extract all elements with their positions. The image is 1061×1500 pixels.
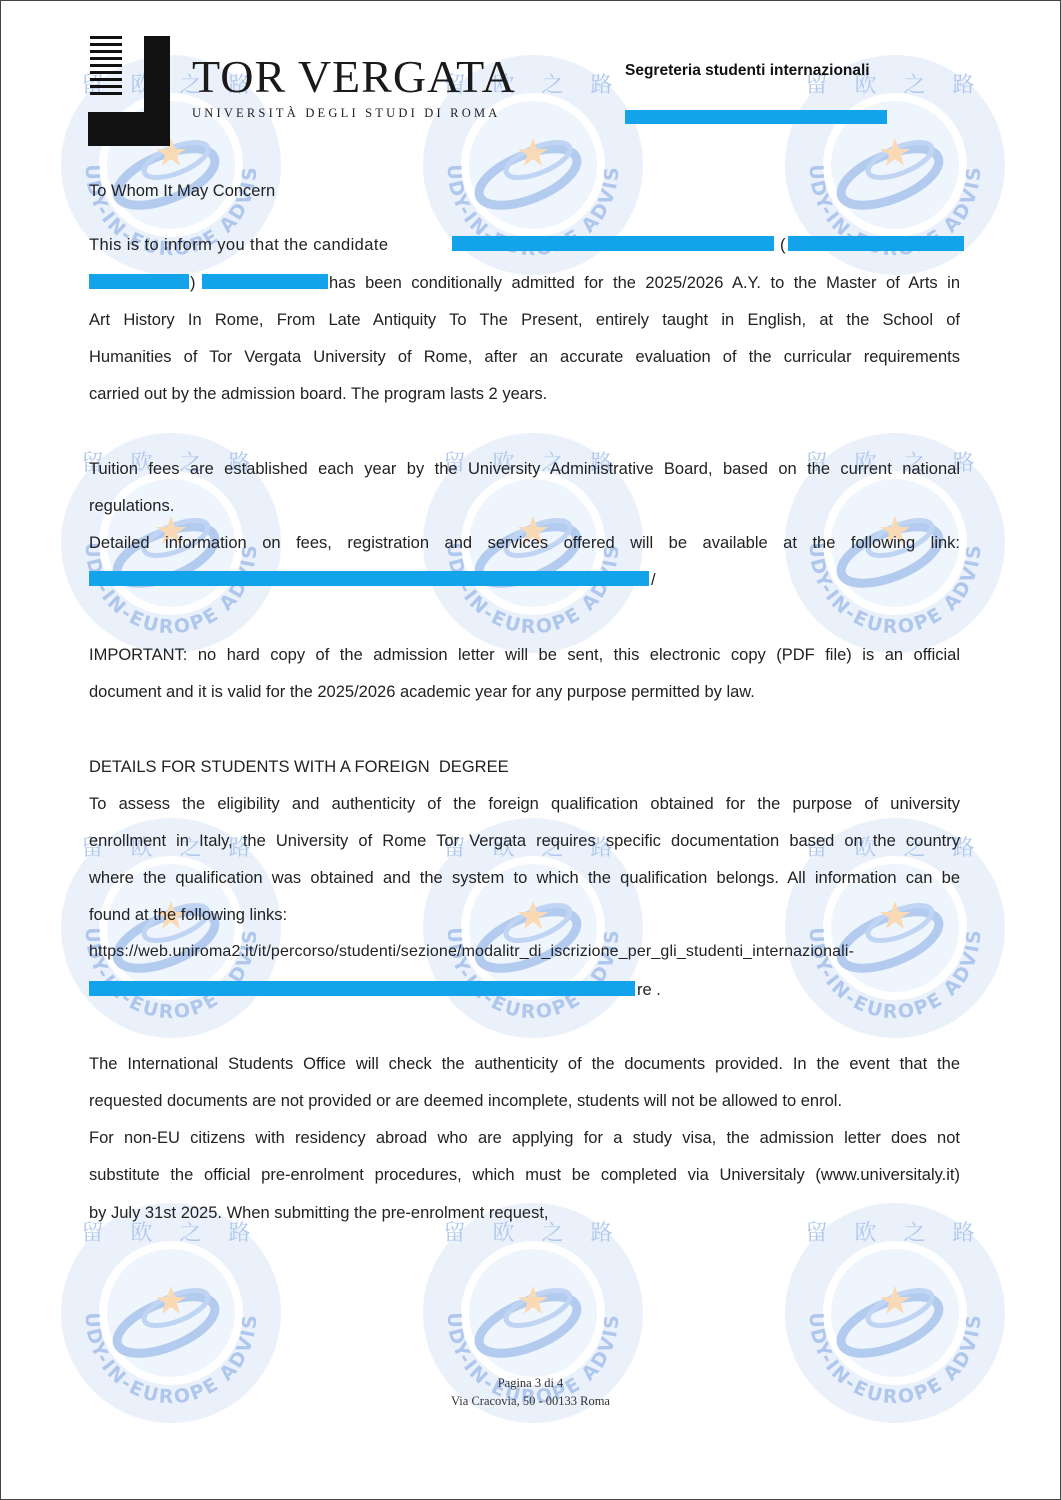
watermark-seal [58, 1200, 284, 1426]
paragraph-line: Humanities of Tor Vergata University of Rome, after an accurate evaluation of the curricular requirements [89, 348, 960, 366]
page-number: Pagina 3 di 4 [497, 1376, 564, 1390]
paragraph-line: document and it is valid for the 2025/2026 academic year for any purpose permitted by law. [89, 683, 755, 701]
footer-address: Via Cracovia, 50 - 00133 Roma [451, 1394, 610, 1408]
redaction-bar [202, 274, 328, 289]
paragraph-line: requested documents are not provided or are deemed incomplete, students will not be allowed to enrol. [89, 1092, 843, 1110]
paragraph-line: regulations. [89, 497, 175, 515]
paragraph-line: The International Students Office will check the authenticity of the documents provided. In the event that the [89, 1055, 960, 1073]
paragraph-line: Tuition fees are established each year by the University Administrative Board, based on the current national [89, 460, 960, 478]
tor-vergata-mark-icon [88, 36, 172, 146]
logo-subtitle: UNIVERSITÀ DEGLI STUDI DI ROMA [192, 106, 501, 120]
paragraph-line: by July 31st 2025. When submitting the pre-enrolment request, [89, 1204, 549, 1222]
paragraph-line: Art History In Rome, From Late Antiquity To The Present, entirely taught in English, at the School of [89, 311, 960, 329]
paragraph-line: substitute the official pre-enrolment procedures, which must be completed via Universitaly (www.universitaly.it) [89, 1166, 960, 1184]
paragraph-line: IMPORTANT: no hard copy of the admission letter will be sent, this electronic copy (PDF file) is an official [89, 646, 960, 664]
paragraph-line: This is to inform you that the candidate [89, 236, 389, 254]
paragraph-line: carried out by the admission board. The program lasts 2 years. [89, 385, 548, 403]
paragraph-line: ) [190, 274, 196, 292]
paragraph-line: ( [780, 236, 786, 254]
section-heading: DETAILS FOR STUDENTS WITH A FOREIGN DEGREE [89, 758, 509, 776]
university-logo [88, 36, 558, 148]
paragraph-line: For non-EU citizens with residency abroad who are applying for a study visa, the admission letter does not [89, 1129, 960, 1147]
logo-wordmark: TOR VERGATA [192, 51, 516, 102]
fees-link-tail[interactable]: / [651, 571, 656, 589]
redaction-bar [452, 236, 774, 251]
redaction-bar [89, 274, 189, 289]
enrollment-info-link[interactable]: https://web.uniroma2.it/it/percorso/studenti/sezione/modalitr_di_iscrizione_per_gli_studenti_internazionali- [89, 943, 855, 960]
paragraph-line: re . [637, 981, 661, 999]
watermark-seal [782, 1200, 1008, 1426]
paragraph-line: enrollment in Italy, the University of Rome Tor Vergata requires specific documentation based on the country [89, 832, 960, 850]
watermark-seal [420, 1200, 646, 1426]
redaction-bar [89, 981, 635, 996]
paragraph-line: found at the following links: [89, 906, 288, 924]
redaction-bar [625, 110, 887, 124]
office-name: Segreteria studenti internazionali [625, 62, 870, 79]
paragraph-line: where the qualification was obtained and the system to which the qualification belongs. All information can be [89, 869, 960, 887]
redaction-bar [89, 571, 649, 586]
paragraph-line: Detailed information on fees, registration and services offered will be available at the following link: [89, 534, 960, 552]
redaction-bar [788, 236, 964, 251]
paragraph-line: has been conditionally admitted for the 2025/2026 A.Y. to the Master of Arts in [329, 274, 960, 292]
paragraph-line: To assess the eligibility and authenticity of the foreign qualification obtained for the purpose of university [89, 795, 960, 813]
salutation: To Whom It May Concern [89, 182, 276, 200]
